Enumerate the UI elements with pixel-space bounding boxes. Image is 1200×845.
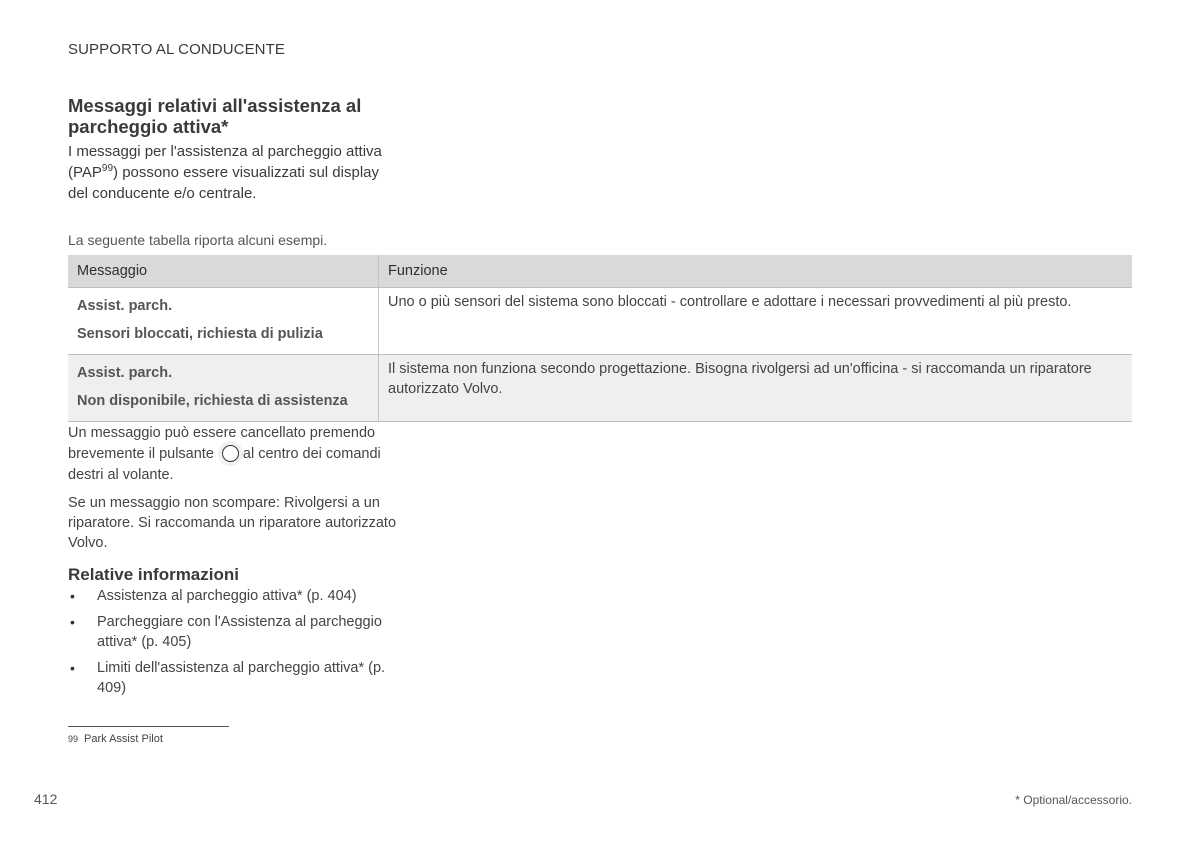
- bullet-icon: •: [70, 660, 75, 676]
- column-header-message: Messaggio: [68, 255, 379, 288]
- message-line: Non disponibile, richiesta di assistenza: [77, 393, 348, 409]
- message-line: Sensori bloccati, richiesta di pulizia: [77, 326, 323, 342]
- message-line: Assist. parch.: [77, 365, 173, 381]
- related-link-item[interactable]: [68, 612, 398, 652]
- related-info-title: Relative informazioni: [68, 565, 239, 584]
- messages-table: [68, 255, 1132, 422]
- function-cell: Il sistema non funziona secondo progettazione. Bisogna rivolgersi ad un'officina - si raccomanda un riparatore autorizzato Volvo.: [379, 355, 1133, 422]
- cancel-text: Un messaggio può essere cancellato premendo brevemente il pulsante: [68, 425, 376, 462]
- optional-note: * Optional/accessorio.: [1015, 793, 1132, 807]
- table-header-row: [68, 255, 1132, 288]
- related-link[interactable]: Limiti dell'assistenza al parcheggio attiva* (p. 409): [97, 660, 386, 696]
- footnote-reference[interactable]: 99: [101, 163, 114, 174]
- cancel-message-paragraph: [68, 423, 398, 486]
- table-row: [68, 288, 1132, 355]
- footnote-divider: [68, 726, 229, 727]
- related-link-item[interactable]: [68, 586, 398, 606]
- intro-text-continued: ) possono essere visualizzati sul display del conducente e/o centrale.: [68, 164, 379, 202]
- related-link[interactable]: Assistenza al parcheggio attiva* (p. 404): [97, 588, 357, 604]
- table-caption: La seguente tabella riporta alcuni esempi.: [68, 232, 328, 248]
- related-link-item[interactable]: [68, 658, 398, 698]
- intro-paragraph: [68, 141, 398, 204]
- circle-button-icon: [222, 445, 239, 462]
- page-number: 412: [34, 791, 58, 807]
- table-row: [68, 355, 1132, 422]
- persistent-message-paragraph: Se un messaggio non scompare: Rivolgersi a un riparatore. Si raccomanda un riparatore autorizzato Volvo.: [68, 495, 397, 551]
- intro-text: I messaggi per l'assistenza al parcheggio attiva (PAP: [68, 143, 382, 181]
- column-header-function: Funzione: [379, 255, 1133, 288]
- message-cell: [68, 355, 379, 422]
- message-line: Assist. parch.: [77, 298, 173, 314]
- footnote: [68, 733, 163, 745]
- function-cell: Uno o più sensori del sistema sono bloccati - controllare e adottare i necessari provvedimenti al più presto.: [379, 288, 1133, 355]
- footnote-text: Park Assist Pilot: [84, 733, 163, 745]
- page-title: Messaggi relativi all'assistenza al parcheggio attiva*: [68, 95, 362, 137]
- related-info-list: [68, 586, 398, 704]
- section-header: SUPPORTO AL CONDUCENTE: [68, 41, 285, 58]
- footnote-number: 99: [68, 734, 79, 744]
- bullet-icon: •: [70, 614, 75, 630]
- bullet-icon: •: [70, 588, 75, 604]
- cancel-text-continued: al centro dei comandi destri al volante.: [68, 446, 381, 483]
- related-link[interactable]: Parcheggiare con l'Assistenza al parcheggio attiva* (p. 405): [97, 614, 382, 650]
- message-cell: [68, 288, 379, 355]
